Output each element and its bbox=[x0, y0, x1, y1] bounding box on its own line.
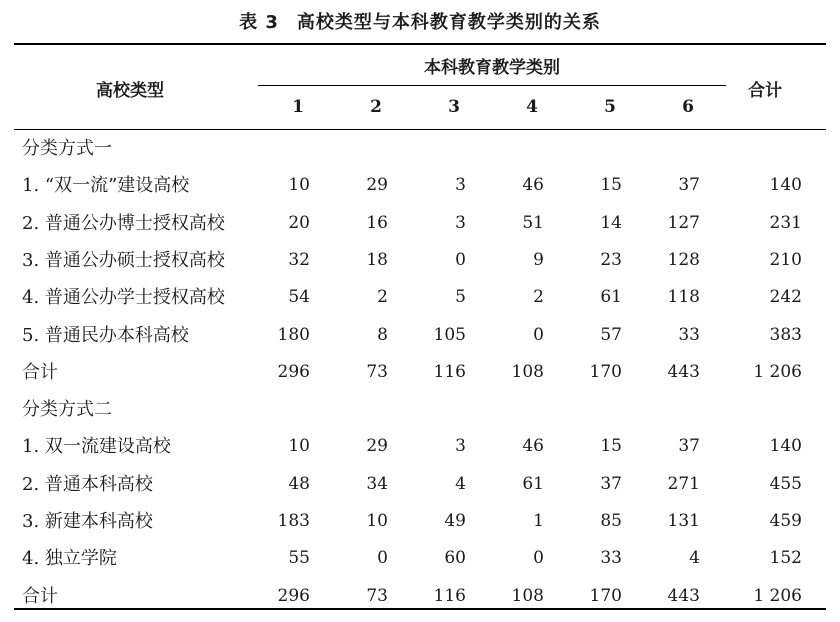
row-label: 2. 普通公办博士授权高校 bbox=[22, 212, 225, 234]
row-total-cell: 455 bbox=[769, 473, 802, 494]
table-cell: 46 bbox=[522, 175, 544, 196]
table-cell: 271 bbox=[667, 473, 700, 494]
row-total-cell: 231 bbox=[769, 212, 802, 233]
table-cell: 127 bbox=[667, 212, 700, 233]
table-cell: 37 bbox=[678, 436, 700, 457]
table-cell: 128 bbox=[667, 249, 700, 270]
table-cell: 23 bbox=[600, 249, 622, 270]
table-cell: 32 bbox=[288, 249, 310, 270]
table-row bbox=[0, 130, 840, 167]
table-row bbox=[0, 540, 840, 577]
table-cell: 46 bbox=[522, 436, 544, 457]
table-cell: 443 bbox=[667, 585, 700, 606]
table-row bbox=[0, 391, 840, 428]
table-cell: 296 bbox=[277, 361, 310, 382]
table-title: 高校类型与本科教育教学类别的关系 bbox=[296, 12, 601, 33]
table-cell: 61 bbox=[600, 287, 622, 308]
table-cell: 48 bbox=[288, 473, 310, 494]
row-label: 合计 bbox=[22, 585, 58, 607]
table-cell: 5 bbox=[455, 287, 466, 308]
table-cell: 4 bbox=[455, 473, 466, 494]
table-row bbox=[0, 279, 840, 316]
table-cell: 116 bbox=[433, 361, 466, 382]
row-label: 4. 普通公办学士授权高校 bbox=[22, 287, 225, 309]
table-cell: 33 bbox=[600, 548, 622, 569]
table-row bbox=[0, 205, 840, 242]
table-cell: 0 bbox=[533, 548, 544, 569]
column-header-3: 3 bbox=[448, 97, 460, 117]
table-cell: 116 bbox=[433, 585, 466, 606]
table-cell: 180 bbox=[277, 324, 310, 345]
header-category-group: 本科教育教学类别 bbox=[424, 58, 560, 78]
table-cell: 55 bbox=[288, 548, 310, 569]
row-label: 5. 普通民办本科高校 bbox=[22, 324, 189, 346]
table-cell: 61 bbox=[522, 473, 544, 494]
table-cell: 29 bbox=[366, 175, 388, 196]
row-label: 4. 独立学院 bbox=[22, 548, 117, 570]
column-header-5: 5 bbox=[604, 97, 616, 117]
table-cell: 51 bbox=[522, 212, 544, 233]
header-school-type: 高校类型 bbox=[96, 81, 164, 101]
row-label: 分类方式二 bbox=[22, 399, 112, 421]
table-row bbox=[0, 503, 840, 540]
row-total-cell: 1 206 bbox=[753, 361, 802, 382]
column-header-2: 2 bbox=[370, 97, 382, 117]
table-cell: 37 bbox=[678, 175, 700, 196]
bottom-rule bbox=[14, 608, 826, 610]
row-total-cell: 140 bbox=[769, 175, 802, 196]
category-group-rule bbox=[258, 85, 726, 86]
table-cell: 3 bbox=[455, 175, 466, 196]
row-total-cell: 459 bbox=[769, 511, 802, 531]
row-total-cell: 383 bbox=[769, 324, 802, 345]
table-cell: 29 bbox=[366, 436, 388, 457]
table-cell: 10 bbox=[288, 436, 310, 457]
table-cell: 170 bbox=[589, 361, 622, 382]
table-cell: 49 bbox=[444, 511, 466, 531]
table-cell: 8 bbox=[377, 324, 388, 345]
row-label: 3. 新建本科高校 bbox=[22, 511, 153, 532]
table-cell: 131 bbox=[667, 511, 700, 531]
row-total-cell: 1 206 bbox=[753, 585, 802, 606]
table-cell: 20 bbox=[288, 212, 310, 233]
table-cell: 54 bbox=[288, 287, 310, 308]
table-cell: 105 bbox=[433, 324, 466, 345]
header-total: 合计 bbox=[748, 81, 782, 101]
table-caption bbox=[0, 8, 840, 34]
table-row bbox=[0, 242, 840, 279]
row-label: 2. 普通本科高校 bbox=[22, 473, 153, 495]
table-cell: 108 bbox=[511, 361, 544, 382]
row-label: 3. 普通公办硕士授权高校 bbox=[22, 249, 225, 271]
table-cell: 108 bbox=[511, 585, 544, 606]
table-cell: 15 bbox=[600, 175, 622, 196]
table-row bbox=[0, 428, 840, 465]
row-total-cell: 140 bbox=[769, 436, 802, 457]
column-header-6: 6 bbox=[682, 97, 694, 117]
row-label: 合计 bbox=[22, 361, 58, 383]
table-cell: 4 bbox=[689, 548, 700, 569]
table-cell: 3 bbox=[455, 212, 466, 233]
row-total-cell: 152 bbox=[769, 548, 802, 569]
table-row bbox=[0, 466, 840, 503]
table-cell: 10 bbox=[288, 175, 310, 196]
column-header-1: 1 bbox=[292, 97, 304, 117]
table-cell: 14 bbox=[600, 212, 622, 233]
table-cell: 9 bbox=[533, 249, 544, 270]
table-cell: 118 bbox=[667, 287, 700, 308]
table-cell: 37 bbox=[600, 473, 622, 494]
table-number: 表 3 bbox=[239, 12, 279, 33]
table-cell: 60 bbox=[444, 548, 466, 569]
table-cell: 183 bbox=[277, 511, 310, 531]
table-cell: 0 bbox=[533, 324, 544, 345]
table-cell: 33 bbox=[678, 324, 700, 345]
table-cell: 0 bbox=[455, 249, 466, 270]
row-total-cell: 210 bbox=[769, 249, 802, 270]
table-cell: 18 bbox=[366, 249, 388, 270]
row-total-cell: 242 bbox=[769, 287, 802, 308]
table-cell: 34 bbox=[366, 473, 388, 494]
table-cell: 15 bbox=[600, 436, 622, 457]
table-cell: 10 bbox=[366, 511, 388, 531]
column-header-4: 4 bbox=[526, 97, 538, 117]
top-rule bbox=[14, 43, 826, 45]
table-cell: 2 bbox=[377, 287, 388, 308]
table-cell: 73 bbox=[366, 361, 388, 382]
table-cell: 3 bbox=[455, 436, 466, 457]
table-cell: 1 bbox=[533, 511, 544, 531]
row-label: 1. 双一流建设高校 bbox=[22, 436, 171, 458]
table-cell: 443 bbox=[667, 361, 700, 382]
table-cell: 2 bbox=[533, 287, 544, 308]
table-cell: 85 bbox=[600, 511, 622, 531]
row-label: 1. “双一流”建设高校 bbox=[22, 175, 190, 197]
row-label: 分类方式一 bbox=[22, 138, 112, 159]
table-cell: 170 bbox=[589, 585, 622, 606]
table-row bbox=[0, 354, 840, 391]
table-cell: 57 bbox=[600, 324, 622, 345]
table-row bbox=[0, 167, 840, 204]
table-cell: 16 bbox=[366, 212, 388, 233]
table-row bbox=[0, 317, 840, 354]
table-cell: 0 bbox=[377, 548, 388, 569]
table-cell: 296 bbox=[277, 585, 310, 606]
table-cell: 73 bbox=[366, 585, 388, 606]
